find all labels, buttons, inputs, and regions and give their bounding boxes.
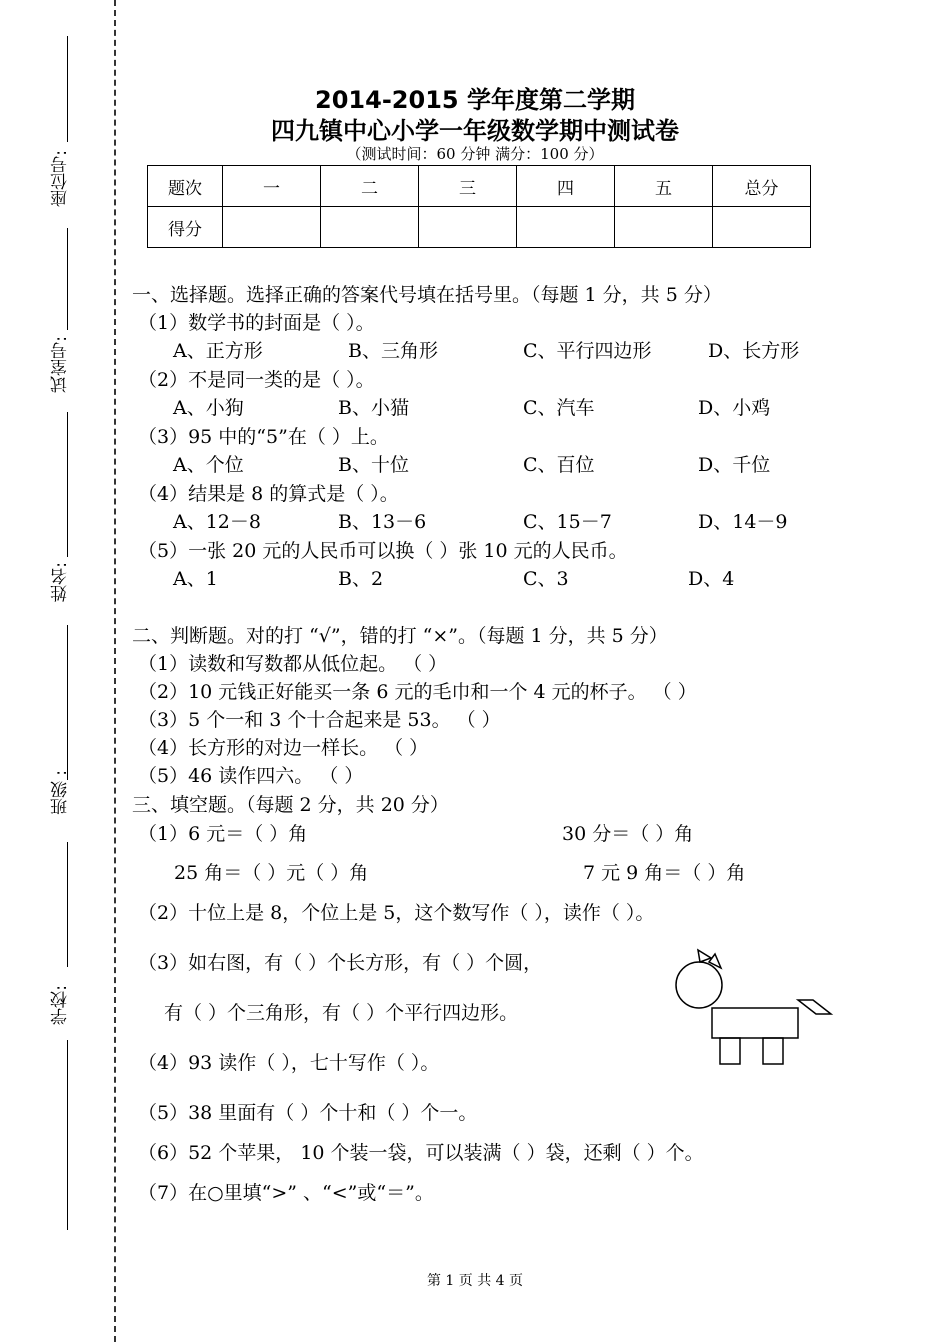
s3-question-7: （7）在○里填“>” 、“<”或“＝”。 [138, 1182, 434, 1204]
s1-q5-option-d: D、4 [688, 568, 735, 590]
exam-info: （测试时间：60 分钟 满分：100 分） [346, 145, 604, 163]
room-line-top [67, 228, 68, 330]
ear-triangle-left [698, 950, 711, 962]
s3-q1-part-a: （1）6 元＝（ ）角 [138, 823, 308, 845]
room-label: 试室号: [51, 336, 71, 393]
s1-q5-option-b: B、2 [338, 568, 384, 590]
s1-q4-option-b: B、13－6 [338, 511, 427, 533]
s1-q3-option-c: C、百位 [523, 454, 595, 476]
section3-title: 三、填空题。（每题 2 分，共 20 分） [132, 794, 449, 816]
school-line [67, 1040, 68, 1230]
s1-q5-option-a: A、1 [173, 568, 218, 590]
s1-q4-option-a: A、12－8 [173, 511, 261, 533]
section2-title: 二、判断题。对的打 “√”，错的打 “×”。（每题 1 分，共 5 分） [132, 625, 668, 647]
s2-question-1: （1）读数和写数都从低位起。 （ ） [138, 653, 448, 675]
score-header-cell: 四 [517, 166, 615, 207]
score-cell[interactable] [517, 207, 615, 248]
shapes-figure [665, 948, 840, 1070]
s3-question-4: （4）93 读作（ ），七十写作（ ）。 [138, 1052, 440, 1074]
score-header-cell: 题次 [148, 166, 223, 207]
s1-question-4: （4）结果是 8 的算式是（ ）。 [138, 483, 399, 505]
s3-q1-part-c: 25 角＝（ ）元（ ）角 [174, 862, 369, 884]
score-header-cell: 一 [223, 166, 321, 207]
s2-question-2: （2）10 元钱正好能买一条 6 元的毛巾和一个 4 元的杯子。 （ ） [138, 681, 697, 703]
s1-q1-option-d: D、长方形 [708, 340, 800, 362]
score-cell[interactable] [321, 207, 419, 248]
s1-question-1: （1）数学书的封面是（ ）。 [138, 312, 375, 334]
s1-question-5: （5）一张 20 元的人民币可以换（ ）张 10 元的人民币。 [138, 540, 628, 562]
body-rectangle [712, 1008, 798, 1038]
score-table-score-row [148, 207, 811, 248]
leg-rectangle-right [763, 1038, 783, 1064]
score-header-cell: 三 [419, 166, 517, 207]
binding-dashed-line [114, 0, 116, 1342]
name-label: 姓名: [51, 562, 71, 602]
s1-q2-option-a: A、小狗 [173, 397, 244, 419]
s1-q2-option-d: D、小鸡 [698, 397, 771, 419]
s3-question-3-line2: 有（ ）个三角形，有（ ）个平行四边形。 [164, 1002, 519, 1024]
s1-question-3: （3）95 中的“5”在（ ）上。 [138, 426, 389, 448]
score-table [147, 165, 811, 248]
s3-question-5: （5）38 里面有（ ）个十和（ ）个一。 [138, 1102, 478, 1124]
section1-title: 一、选择题。选择正确的答案代号填在括号里。（每题 1 分，共 5 分） [132, 284, 722, 306]
page-footer: 第 1 页 共 4 页 [426, 1273, 524, 1289]
s1-q4-option-c: C、15－7 [523, 511, 612, 533]
s1-question-2: （2）不是同一类的是（ ）。 [138, 369, 375, 391]
score-header-cell: 二 [321, 166, 419, 207]
s2-question-5: （5）46 读作四六。 （ ） [138, 765, 364, 787]
score-header-cell: 五 [615, 166, 713, 207]
s3-q1-part-d: 7 元 9 角＝（ ）角 [583, 862, 746, 884]
s1-q1-option-c: C、平行四边形 [523, 340, 652, 362]
name-line [67, 625, 68, 780]
leg-rectangle-left [720, 1038, 740, 1064]
s3-question-3-line1: （3）如右图，有（ ）个长方形，有（ ）个圆， [138, 952, 543, 974]
class-line [67, 842, 68, 967]
s1-q3-option-b: B、十位 [338, 454, 409, 476]
s1-q3-option-a: A、个位 [173, 454, 244, 476]
score-cell[interactable] [615, 207, 713, 248]
exam-title: 四九镇中心小学一年级数学期中测试卷 [271, 117, 679, 145]
seat-label: 座位号: [51, 150, 71, 207]
class-label: 班级 : [51, 770, 71, 816]
score-header-cell: 总分 [713, 166, 811, 207]
s1-q2-option-c: C、汽车 [523, 397, 595, 419]
score-row-label: 得分 [148, 207, 223, 248]
exam-year-title: 2014-2015 学年度第二学期 [315, 86, 635, 114]
room-line-bottom [67, 412, 68, 557]
s1-q2-option-b: B、小猫 [338, 397, 409, 419]
s1-q1-option-b: B、三角形 [348, 340, 438, 362]
s2-question-3: （3）5 个一和 3 个十合起来是 53。 （ ） [138, 709, 501, 731]
head-circle [676, 962, 722, 1008]
s3-question-6: （6）52 个苹果， 10 个装一袋，可以装满（ ）袋，还剩（ ）个。 [138, 1142, 704, 1164]
score-cell[interactable] [223, 207, 321, 248]
school-label: 学校: [51, 985, 71, 1025]
score-cell[interactable] [713, 207, 811, 248]
s1-q1-option-a: A、正方形 [173, 340, 263, 362]
score-cell[interactable] [419, 207, 517, 248]
s1-q3-option-d: D、千位 [698, 454, 771, 476]
s2-question-4: （4）长方形的对边一样长。 （ ） [138, 737, 429, 759]
s1-q4-option-d: D、14－9 [698, 511, 788, 533]
s3-q1-part-b: 30 分＝（ ）角 [562, 823, 694, 845]
s1-q5-option-c: C、3 [523, 568, 569, 590]
s3-question-2: （2）十位上是 8，个位上是 5，这个数写作（ ），读作（ ）。 [138, 902, 655, 924]
tail-parallelogram [798, 1000, 831, 1014]
score-table-header-row [148, 166, 811, 207]
